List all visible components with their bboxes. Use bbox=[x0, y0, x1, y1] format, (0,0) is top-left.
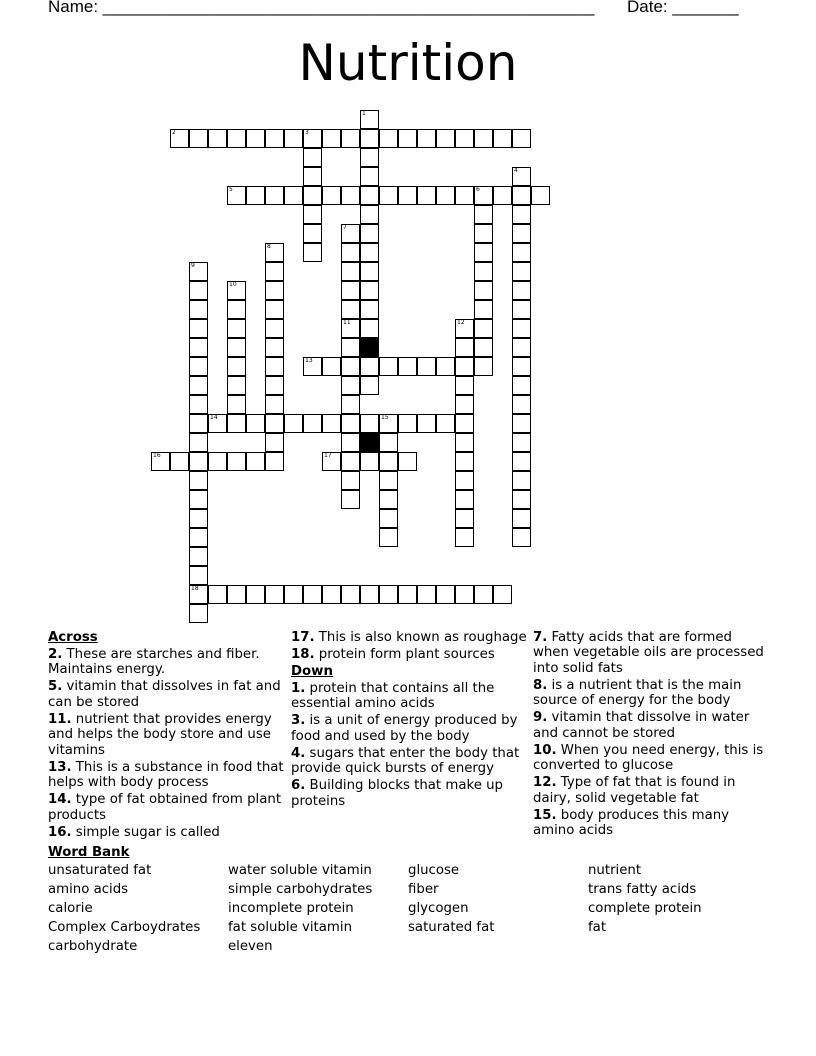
clue-num: 9. bbox=[533, 710, 548, 725]
grid-cell[interactable] bbox=[455, 490, 474, 509]
word-bank-item: trans fatty acids bbox=[588, 882, 697, 897]
clue-num: 11. bbox=[48, 711, 72, 727]
grid-cell[interactable] bbox=[512, 395, 531, 414]
grid-cell[interactable] bbox=[455, 376, 474, 395]
grid-cell[interactable] bbox=[474, 129, 493, 148]
clue-number: 12 bbox=[457, 319, 465, 326]
grid-cell[interactable] bbox=[208, 585, 227, 604]
clue-num: 16. bbox=[48, 824, 72, 840]
grid-cell[interactable] bbox=[303, 224, 322, 243]
down-clue bbox=[291, 681, 527, 712]
grid-cell[interactable] bbox=[265, 414, 284, 433]
grid-cell[interactable] bbox=[227, 300, 246, 319]
grid-cell[interactable] bbox=[512, 338, 531, 357]
grid-cell[interactable] bbox=[322, 452, 341, 471]
grid-cell[interactable] bbox=[189, 547, 208, 566]
grid-cell[interactable] bbox=[360, 357, 379, 376]
clue-text: protein form plant sources bbox=[314, 646, 495, 662]
grid-cell[interactable] bbox=[227, 319, 246, 338]
grid-cell[interactable] bbox=[436, 357, 455, 376]
grid-cell[interactable] bbox=[265, 129, 284, 148]
grid-cell[interactable] bbox=[474, 186, 493, 205]
grid-cell[interactable] bbox=[341, 585, 360, 604]
grid-cell[interactable] bbox=[227, 376, 246, 395]
grid-cell[interactable] bbox=[265, 186, 284, 205]
grid-cell[interactable] bbox=[189, 262, 208, 281]
clue-number: 13 bbox=[305, 357, 313, 364]
grid-cell[interactable] bbox=[379, 452, 398, 471]
grid-cell[interactable] bbox=[474, 300, 493, 319]
clue-num: 4. bbox=[291, 745, 306, 761]
clue-number: 6 bbox=[476, 186, 480, 193]
clue-text: is a unit of energy produced by food and used by the body bbox=[291, 713, 518, 744]
clue-number: 15 bbox=[381, 414, 389, 421]
grid-cell[interactable] bbox=[417, 357, 436, 376]
grid-cell[interactable] bbox=[189, 585, 208, 604]
grid-cell[interactable] bbox=[455, 452, 474, 471]
across-clue bbox=[48, 825, 284, 841]
grid-cell[interactable] bbox=[227, 585, 246, 604]
grid-cell[interactable] bbox=[512, 471, 531, 490]
grid-cell[interactable] bbox=[436, 585, 455, 604]
grid-cell[interactable] bbox=[512, 186, 531, 205]
grid-cell[interactable] bbox=[474, 585, 493, 604]
grid-cell[interactable] bbox=[512, 129, 531, 148]
word-bank-item: glycogen bbox=[408, 901, 469, 916]
grid-cell[interactable] bbox=[189, 281, 208, 300]
grid-cell[interactable] bbox=[512, 509, 531, 528]
grid-cell[interactable] bbox=[151, 452, 170, 471]
word-bank-item: eleven bbox=[228, 939, 273, 954]
word-bank-item: complete protein bbox=[588, 901, 702, 916]
grid-cell[interactable] bbox=[455, 433, 474, 452]
grid-cell[interactable] bbox=[474, 357, 493, 376]
grid-cell[interactable] bbox=[436, 414, 455, 433]
grid-cell[interactable] bbox=[512, 528, 531, 547]
grid-cell[interactable] bbox=[170, 452, 189, 471]
grid-cell[interactable] bbox=[474, 319, 493, 338]
grid-cell[interactable] bbox=[303, 186, 322, 205]
grid-cell[interactable] bbox=[341, 281, 360, 300]
grid-cell[interactable] bbox=[360, 148, 379, 167]
grid-cell[interactable] bbox=[379, 357, 398, 376]
grid-cell[interactable] bbox=[512, 224, 531, 243]
grid-cell[interactable] bbox=[189, 471, 208, 490]
grid-cell[interactable] bbox=[455, 338, 474, 357]
clue-text: sugars that enter the body that provide quick bursts of energy bbox=[291, 745, 520, 776]
grid-cell[interactable] bbox=[360, 376, 379, 395]
grid-cell[interactable] bbox=[189, 433, 208, 452]
clue-text: body produces this many amino acids bbox=[533, 807, 730, 838]
grid-cell[interactable] bbox=[189, 509, 208, 528]
grid-cell[interactable] bbox=[303, 585, 322, 604]
grid-cell[interactable] bbox=[512, 262, 531, 281]
clue-column-3 bbox=[533, 628, 769, 839]
grid-cell[interactable] bbox=[227, 281, 246, 300]
grid-cell[interactable] bbox=[341, 395, 360, 414]
grid-cell[interactable] bbox=[341, 186, 360, 205]
grid-cell[interactable] bbox=[303, 167, 322, 186]
grid-cell[interactable] bbox=[360, 262, 379, 281]
clue-text: vitamin that dissolves in fat and can be stored bbox=[48, 679, 281, 710]
down-clue bbox=[533, 678, 769, 709]
clue-number: 14 bbox=[210, 414, 218, 421]
grid-cell[interactable] bbox=[455, 509, 474, 528]
grid-cell[interactable] bbox=[417, 414, 436, 433]
grid-cell[interactable] bbox=[360, 110, 379, 129]
down-clue bbox=[533, 743, 769, 774]
clue-text: type of fat obtained from plant products bbox=[48, 792, 282, 823]
clue-num: 1. bbox=[291, 680, 306, 696]
grid-cell[interactable] bbox=[379, 414, 398, 433]
grid-cell[interactable] bbox=[398, 357, 417, 376]
grid-cell[interactable] bbox=[303, 357, 322, 376]
clue-number: 3 bbox=[305, 129, 309, 136]
clue-text: When you need energy, this is converted to glucose bbox=[533, 742, 764, 773]
clue-num: 6. bbox=[291, 778, 306, 793]
grid-cell[interactable] bbox=[189, 528, 208, 547]
grid-cell[interactable] bbox=[379, 509, 398, 528]
grid-cell[interactable] bbox=[246, 186, 265, 205]
grid-cell[interactable] bbox=[189, 300, 208, 319]
grid-cell[interactable] bbox=[512, 414, 531, 433]
grid-cell[interactable] bbox=[360, 281, 379, 300]
clue-number: 5 bbox=[229, 186, 233, 193]
grid-cell[interactable] bbox=[189, 357, 208, 376]
grid-cell[interactable] bbox=[322, 186, 341, 205]
word-bank-item: fiber bbox=[408, 882, 439, 897]
clue-number: 4 bbox=[514, 167, 518, 174]
grid-cell[interactable] bbox=[512, 490, 531, 509]
grid-cell[interactable] bbox=[246, 452, 265, 471]
word-bank-item: incomplete protein bbox=[228, 901, 354, 916]
grid-cell[interactable] bbox=[474, 224, 493, 243]
clue-num: 2. bbox=[48, 646, 63, 662]
grid-cell[interactable] bbox=[474, 243, 493, 262]
grid-cell[interactable] bbox=[341, 376, 360, 395]
grid-cell[interactable] bbox=[512, 433, 531, 452]
grid-cell[interactable] bbox=[265, 452, 284, 471]
word-bank-item: Complex Carboydrates bbox=[48, 920, 201, 935]
across-clue bbox=[48, 679, 284, 710]
black-cell bbox=[360, 338, 379, 357]
down-clue bbox=[291, 778, 527, 809]
clue-text: This is also known as roughage bbox=[314, 629, 527, 645]
word-bank-item: carbohydrate bbox=[48, 939, 138, 954]
black-cell bbox=[360, 433, 379, 452]
grid-cell[interactable] bbox=[265, 300, 284, 319]
grid-cell[interactable] bbox=[246, 414, 265, 433]
clue-text: Type of fat that is found in dairy, solid vegetable fat bbox=[533, 775, 736, 806]
grid-cell[interactable] bbox=[284, 129, 303, 148]
word-bank-item: water soluble vitamin bbox=[228, 863, 372, 878]
clue-number: 7 bbox=[343, 224, 347, 231]
clue-text: nutrient that provides energy and helps the body store and use vitamins bbox=[48, 711, 272, 758]
grid-cell[interactable] bbox=[455, 414, 474, 433]
grid-cell[interactable] bbox=[341, 357, 360, 376]
grid-cell[interactable] bbox=[455, 357, 474, 376]
down-clue bbox=[533, 630, 769, 677]
grid-cell[interactable] bbox=[398, 585, 417, 604]
grid-cell[interactable] bbox=[284, 186, 303, 205]
grid-cell[interactable] bbox=[474, 262, 493, 281]
grid-cell[interactable] bbox=[455, 186, 474, 205]
clue-column-1 bbox=[48, 628, 284, 840]
grid-cell[interactable] bbox=[189, 376, 208, 395]
grid-cell[interactable] bbox=[474, 338, 493, 357]
grid-cell[interactable] bbox=[512, 376, 531, 395]
word-bank-item: fat soluble vitamin bbox=[228, 920, 352, 935]
grid-cell[interactable] bbox=[455, 471, 474, 490]
grid-cell[interactable] bbox=[246, 129, 265, 148]
grid-cell[interactable] bbox=[341, 433, 360, 452]
grid-cell[interactable] bbox=[189, 604, 208, 623]
grid-cell[interactable] bbox=[341, 129, 360, 148]
grid-cell[interactable] bbox=[360, 414, 379, 433]
down-heading: Down bbox=[291, 663, 333, 679]
grid-cell[interactable] bbox=[341, 319, 360, 338]
grid-cell[interactable] bbox=[227, 395, 246, 414]
grid-cell[interactable] bbox=[208, 452, 227, 471]
grid-cell[interactable] bbox=[341, 471, 360, 490]
across-clue bbox=[48, 712, 284, 759]
grid-cell[interactable] bbox=[341, 224, 360, 243]
name-field[interactable]: Name: ____________________________________________________ bbox=[48, 0, 595, 16]
grid-cell[interactable] bbox=[303, 148, 322, 167]
grid-cell[interactable] bbox=[512, 300, 531, 319]
clue-number: 1 bbox=[362, 110, 366, 117]
grid-cell[interactable] bbox=[512, 452, 531, 471]
grid-cell[interactable] bbox=[360, 452, 379, 471]
clue-num: 7. bbox=[533, 629, 548, 645]
word-bank-item: amino acids bbox=[48, 882, 129, 897]
clue-text: protein that contains all the essential amino acids bbox=[291, 680, 495, 711]
clue-num: 15. bbox=[533, 807, 557, 823]
grid-cell[interactable] bbox=[379, 129, 398, 148]
across-heading: Across bbox=[48, 629, 98, 645]
grid-cell[interactable] bbox=[284, 414, 303, 433]
grid-cell[interactable] bbox=[436, 186, 455, 205]
grid-cell[interactable] bbox=[189, 452, 208, 471]
grid-cell[interactable] bbox=[227, 338, 246, 357]
grid-cell[interactable] bbox=[265, 319, 284, 338]
grid-cell[interactable] bbox=[398, 414, 417, 433]
clue-number: 16 bbox=[153, 452, 161, 459]
clue-number: 17 bbox=[324, 452, 332, 459]
word-bank-title: Word Bank bbox=[48, 845, 130, 860]
grid-cell[interactable] bbox=[398, 129, 417, 148]
grid-cell[interactable] bbox=[227, 452, 246, 471]
grid-cell[interactable] bbox=[360, 224, 379, 243]
grid-cell[interactable] bbox=[341, 338, 360, 357]
grid-cell[interactable] bbox=[493, 186, 512, 205]
grid-cell[interactable] bbox=[512, 319, 531, 338]
grid-cell[interactable] bbox=[322, 129, 341, 148]
clue-text: Building blocks that make up proteins bbox=[291, 778, 503, 809]
clue-number: 10 bbox=[229, 281, 237, 288]
grid-cell[interactable] bbox=[379, 585, 398, 604]
grid-cell[interactable] bbox=[512, 281, 531, 300]
grid-cell[interactable] bbox=[227, 357, 246, 376]
grid-cell[interactable] bbox=[208, 129, 227, 148]
word-bank-item: saturated fat bbox=[408, 920, 495, 935]
clue-num: 12. bbox=[533, 775, 557, 790]
grid-cell[interactable] bbox=[360, 300, 379, 319]
grid-cell[interactable] bbox=[360, 243, 379, 262]
grid-cell[interactable] bbox=[189, 395, 208, 414]
grid-cell[interactable] bbox=[189, 566, 208, 585]
word-bank-item: unsaturated fat bbox=[48, 863, 152, 878]
grid-cell[interactable] bbox=[417, 129, 436, 148]
grid-cell[interactable] bbox=[360, 319, 379, 338]
grid-cell[interactable] bbox=[322, 414, 341, 433]
page-title: Nutrition bbox=[298, 34, 518, 92]
grid-cell[interactable] bbox=[398, 452, 417, 471]
clue-number: 2 bbox=[172, 129, 176, 136]
grid-cell[interactable] bbox=[170, 129, 189, 148]
grid-cell[interactable] bbox=[455, 319, 474, 338]
grid-cell[interactable] bbox=[265, 338, 284, 357]
clue-column-2 bbox=[291, 628, 527, 809]
down-clue bbox=[533, 808, 769, 839]
grid-cell[interactable] bbox=[189, 414, 208, 433]
clue-text: is a nutrient that is the main source of energy for the body bbox=[533, 677, 742, 708]
grid-cell[interactable] bbox=[398, 186, 417, 205]
clue-num: 18. bbox=[291, 646, 315, 662]
grid-cell[interactable] bbox=[303, 243, 322, 262]
grid-cell[interactable] bbox=[227, 186, 246, 205]
clue-num: 14. bbox=[48, 792, 72, 807]
word-bank-item: fat bbox=[588, 920, 607, 935]
grid-cell[interactable] bbox=[341, 243, 360, 262]
grid-cell[interactable] bbox=[474, 281, 493, 300]
grid-cell[interactable] bbox=[512, 205, 531, 224]
clue-num: 8. bbox=[533, 677, 548, 693]
grid-cell[interactable] bbox=[417, 585, 436, 604]
grid-cell[interactable] bbox=[189, 319, 208, 338]
grid-cell[interactable] bbox=[474, 205, 493, 224]
grid-cell[interactable] bbox=[265, 357, 284, 376]
grid-cell[interactable] bbox=[512, 243, 531, 262]
across-clue bbox=[48, 760, 284, 791]
grid-cell[interactable] bbox=[341, 452, 360, 471]
grid-cell[interactable] bbox=[455, 129, 474, 148]
grid-cell[interactable] bbox=[379, 528, 398, 547]
across-clue bbox=[291, 630, 527, 646]
grid-cell[interactable] bbox=[360, 585, 379, 604]
word-bank-item: nutrient bbox=[588, 863, 642, 878]
clue-text: simple sugar is called bbox=[71, 824, 220, 840]
grid-cell[interactable] bbox=[360, 129, 379, 148]
grid-cell[interactable] bbox=[189, 490, 208, 509]
grid-cell[interactable] bbox=[208, 414, 227, 433]
grid-cell[interactable] bbox=[265, 262, 284, 281]
clue-text: vitamin that dissolve in water and cannot be stored bbox=[533, 710, 750, 741]
date-field[interactable]: Date: _______ bbox=[627, 0, 739, 16]
grid-cell[interactable] bbox=[341, 300, 360, 319]
clue-number: 8 bbox=[267, 243, 271, 250]
grid-cell[interactable] bbox=[265, 585, 284, 604]
across-clue bbox=[48, 647, 284, 678]
clue-text: These are starches and fiber. Maintains energy. bbox=[48, 646, 260, 677]
grid-cell[interactable] bbox=[512, 167, 531, 186]
grid-cell[interactable] bbox=[265, 281, 284, 300]
grid-cell[interactable] bbox=[512, 357, 531, 376]
grid-cell[interactable] bbox=[322, 585, 341, 604]
clue-num: 3. bbox=[291, 713, 306, 728]
grid-cell[interactable] bbox=[265, 376, 284, 395]
grid-cell[interactable] bbox=[379, 186, 398, 205]
clue-text: This is a substance in food that helps with body process bbox=[48, 759, 284, 790]
clue-num: 13. bbox=[48, 759, 72, 775]
clue-number: 18 bbox=[191, 585, 199, 592]
down-clue bbox=[291, 746, 527, 777]
grid-cell[interactable] bbox=[265, 243, 284, 262]
grid-cell[interactable] bbox=[341, 490, 360, 509]
word-bank-item: calorie bbox=[48, 901, 93, 916]
grid-cell[interactable] bbox=[455, 585, 474, 604]
grid-cell[interactable] bbox=[189, 338, 208, 357]
grid-cell[interactable] bbox=[227, 129, 246, 148]
grid-cell[interactable] bbox=[493, 585, 512, 604]
grid-cell[interactable] bbox=[227, 414, 246, 433]
grid-cell[interactable] bbox=[284, 585, 303, 604]
grid-cell[interactable] bbox=[455, 528, 474, 547]
grid-cell[interactable] bbox=[322, 357, 341, 376]
grid-cell[interactable] bbox=[303, 129, 322, 148]
grid-cell[interactable] bbox=[379, 471, 398, 490]
word-bank-item: glucose bbox=[408, 863, 460, 878]
grid-cell[interactable] bbox=[265, 433, 284, 452]
grid-cell[interactable] bbox=[379, 433, 398, 452]
grid-cell[interactable] bbox=[360, 167, 379, 186]
grid-cell[interactable] bbox=[493, 129, 512, 148]
word-bank-item: simple carbohydrates bbox=[228, 882, 373, 897]
clue-num: 10. bbox=[533, 742, 557, 758]
clue-number: 9 bbox=[191, 262, 195, 269]
clue-text: Fatty acids that are formed when vegetable oils are processed into solid fats bbox=[533, 629, 764, 676]
grid-cell[interactable] bbox=[379, 490, 398, 509]
grid-cell[interactable] bbox=[265, 395, 284, 414]
grid-cell[interactable] bbox=[360, 205, 379, 224]
grid-cell[interactable] bbox=[436, 129, 455, 148]
grid-cell[interactable] bbox=[341, 262, 360, 281]
across-clue bbox=[48, 792, 284, 823]
grid-cell[interactable] bbox=[341, 414, 360, 433]
grid-cell[interactable] bbox=[417, 186, 436, 205]
grid-cell[interactable] bbox=[360, 186, 379, 205]
grid-cell[interactable] bbox=[303, 414, 322, 433]
across-clue bbox=[291, 647, 527, 663]
clue-number: 11 bbox=[343, 319, 351, 326]
grid-cell[interactable] bbox=[303, 205, 322, 224]
grid-cell[interactable] bbox=[531, 186, 550, 205]
clue-num: 5. bbox=[48, 679, 63, 694]
clue-num: 17. bbox=[291, 629, 315, 645]
down-clue bbox=[533, 710, 769, 741]
grid-cell[interactable] bbox=[455, 395, 474, 414]
grid-cell[interactable] bbox=[189, 129, 208, 148]
grid-cell[interactable] bbox=[246, 585, 265, 604]
down-clue bbox=[533, 775, 769, 806]
down-clue bbox=[291, 713, 527, 744]
